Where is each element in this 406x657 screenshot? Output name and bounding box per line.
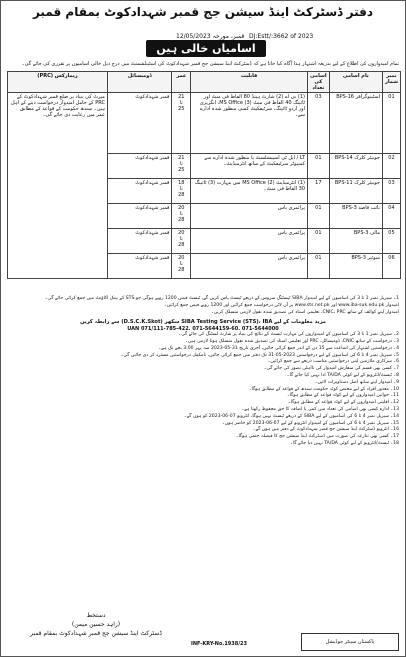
header-post: نام اسامی bbox=[329, 72, 382, 93]
signature-label: دستخط bbox=[86, 612, 106, 619]
signatory-designation: ڈسٹرکٹ اینڈ سیشن جج قمبر شہدادکوٹ بمقام قمبر bbox=[30, 630, 162, 637]
note-item: 14۔ سیریل نمبر 4 تا 6 کی اسامیوں کے لیے SIBA کے ذریعے ٹیسٹ نہیں ہوگا، انٹرویو 07-06-2023 کو ہوں گے۔ bbox=[183, 413, 399, 419]
cell-qualification: LT / ایل ٹی اسپیشلسٹ یا منظور شدہ ادارے سے کمپیوٹر سرٹیفکیٹ کے ساتھ انٹرمیڈیٹ۔ bbox=[191, 154, 308, 179]
cell-post: جونیئر کلرک BPS-14 bbox=[329, 154, 382, 179]
cell-domicile: قمبر شہدادکوٹ bbox=[107, 254, 171, 279]
vacancies-banner: اسامیاں خالی ہیں bbox=[146, 40, 266, 57]
note-item: 18۔ ٹیسٹ/انٹرویو کے لیے کوئی TA/DA نہیں دیا جائے گا۔ bbox=[290, 440, 399, 446]
note-item: 3۔ درخواست کے ساتھ CNIC، ڈومیسائل، PRC اور تعلیمی اسناد کی تصدیق شدہ نقول منسلک ہونا لازمی ہیں۔ bbox=[185, 339, 399, 344]
age-max: 28 bbox=[178, 267, 185, 273]
note-item: 16۔ انٹرویو ڈسٹرکٹ اینڈ سیشن جج قمبر شہدادکوٹ کے دفتر میں ہوں گے۔ bbox=[252, 427, 399, 433]
note-item: 12۔ اقلیتی امیدواروں کے لیے کوٹہ قواعد کے مطابق ہوگا۔ bbox=[288, 400, 399, 406]
cell-qualification: پرائمری پاس bbox=[191, 204, 308, 229]
cell-post: مالی BPS-3 bbox=[329, 229, 382, 254]
contact-heading: مزید معلومات کے لیے SIBA Testing Service (STS)، IBA سکھر (D.S.C.K.Skot) سے رابطہ کریں bbox=[79, 318, 327, 325]
cell-count: 01 bbox=[308, 254, 330, 279]
note-item: 5۔ سیریل نمبر 4 تا 6 کی اسامیوں کے لیے درخواستیں 2023-05-31 تک دفتر میں جمع کرائی جائیں، نامکمل درخواستیں مسترد کر دی جائیں گی۔ bbox=[120, 352, 399, 358]
age-min: 21 bbox=[178, 155, 185, 161]
contact-numbers: UAN 071/111-785-422. 071-5644159-60. 071-5644000 bbox=[127, 326, 279, 332]
cell-qualification: پرائمری پاس bbox=[191, 254, 308, 279]
cell-post: اسٹینوگرافر BPS-16 bbox=[329, 93, 382, 154]
cell-serial: 01 bbox=[382, 93, 400, 154]
age-max: 25 bbox=[178, 167, 185, 173]
age-max: 25 bbox=[178, 106, 185, 112]
cell-age bbox=[172, 154, 191, 179]
header-serial: نمبر شمار bbox=[382, 72, 400, 93]
note-item: 11۔ خواتین امیدواروں کے لیے کوٹہ قواعد کے مطابق ہوگا۔ bbox=[286, 393, 399, 399]
note-item: 2۔ سیریل نمبر 1 تا 3 کی اسامیوں کے امیدواروں کی مہارت ٹیسٹ کے نتائج کی بنیاد پر شارٹ لسٹنگ کی جائے گی۔ bbox=[178, 332, 399, 338]
note-item: امیدوار اپنے کوائف کے ساتھ CNIC، PRC، تعلیمی اسناد کی تصدیق شدہ نقول لازمی منسلک کریں۔ bbox=[211, 309, 399, 315]
note-item: 13۔ ادارہ کسی بھی اسامی کی تعداد میں کمی یا اضافہ کا حق محفوظ رکھتا ہے۔ bbox=[241, 406, 399, 412]
header-qualification: قابلیت bbox=[191, 72, 308, 93]
age-min: 18 bbox=[178, 180, 185, 186]
age-max: 28 bbox=[178, 217, 185, 223]
cell-count: 01 bbox=[308, 229, 330, 254]
vacancies-table bbox=[7, 71, 401, 279]
cell-qualification: پرائمری پاس bbox=[191, 229, 308, 254]
cell-serial: 04 bbox=[382, 204, 400, 229]
cell-age bbox=[172, 254, 191, 279]
office-title: دفتر ڈسٹرکٹ اینڈ سیشن جج قمبر شہدادکوٹ بمقام قمبر bbox=[32, 5, 374, 19]
stamp-box: پاکستان سینٹر جوڈیشل bbox=[301, 633, 399, 651]
cell-serial: 06 bbox=[382, 254, 400, 279]
age-to: تا bbox=[179, 261, 183, 267]
notes-section bbox=[7, 296, 399, 448]
age-min: 20 bbox=[178, 230, 185, 236]
cell-serial: 02 bbox=[382, 154, 400, 179]
age-max: 28 bbox=[178, 242, 185, 248]
reference-date: قمبر، مورخہ 12/05/2023 bbox=[176, 33, 245, 40]
header-remarks: ریمارکس (PRC) bbox=[8, 72, 108, 93]
age-min: 20 bbox=[178, 205, 185, 211]
cell-count: 03 bbox=[308, 93, 330, 154]
cell-domicile: قمبر شہدادکوٹ bbox=[107, 154, 171, 179]
cell-serial: 05 bbox=[382, 229, 400, 254]
inf-number: INF-KRY-No.1938/23 bbox=[191, 641, 248, 647]
cell-age bbox=[172, 179, 191, 204]
signature-block bbox=[11, 611, 181, 638]
cell-age bbox=[172, 93, 191, 154]
note-item: 1۔ سیریل نمبر 1 تا 3 کی اسامیوں کے لیے امیدوار SIBA ٹیسٹنگ سروس کے ذریعے ٹیسٹ پاس کریں گے، ٹیسٹ فیس 1200 روپے ہوگی جو STS کے بینک اکاؤنٹ میں جمع کرائی جائے گی۔ bbox=[44, 296, 399, 301]
age-to: تا bbox=[179, 100, 183, 106]
age-to: تا bbox=[179, 186, 183, 192]
cell-post: سوئپر BPS-3 bbox=[329, 254, 382, 279]
cell-count: 01 bbox=[308, 204, 330, 229]
cell-domicile: قمبر شہدادکوٹ bbox=[107, 179, 171, 204]
note-item: 10۔ معذور افراد کے لیے مختص کوٹہ حکومت سندھ کے قواعد کے مطابق ہوگا۔ bbox=[248, 386, 399, 392]
cell-remarks: میرٹ کی بنیاد پر ضلع قمبر شہدادکوٹ کے PRC کے حامل امیدوار درخواست دینے کے اہل ہیں۔ سندھ حکومت کے قواعد کے مطابق عمر میں رعایت دی جائے گی۔ bbox=[8, 93, 108, 279]
note-item: 8۔ ٹیسٹ/انٹرویو کے لیے کوئی TA/DA ادا نہیں کیا جائے گا۔ bbox=[286, 372, 399, 378]
note-item: امیدوار www.iba-suk.edu.pk اور www.sts.net.pk پر آن لائن درخواست جمع کرائیں اور 1200 روپے فیس جمع کرائیں۔ bbox=[163, 302, 399, 308]
reference-number: DJ:Estt/:3662 of 2023 bbox=[249, 33, 314, 40]
header-count: اسامی کی تعداد bbox=[308, 72, 330, 93]
cell-age bbox=[172, 204, 191, 229]
note-item: 15۔ سیریل نمبر 4 تا 6 کی اسامیوں کے امیدوار انٹرویو کے لیے 07-06-2023 کو حاضر ہوں۔ bbox=[222, 420, 399, 426]
cell-serial: 03 bbox=[382, 179, 400, 204]
cell-qualification: (1) انٹرمیڈیٹ (2) MS Office میں مہارت (3) ٹائپنگ 30 الفاظ فی منٹ۔ bbox=[191, 179, 308, 204]
cell-post: نائب قاصد BPS-3 bbox=[329, 204, 382, 229]
signatory-name: (زاہد حسین میمن) bbox=[71, 621, 121, 628]
header-domicile: ڈومیسائل bbox=[107, 72, 171, 93]
cell-count: 01 bbox=[308, 154, 330, 179]
age-min: 20 bbox=[178, 255, 185, 261]
intro-text: تمام امیدواروں کی اطلاع کے لیے بذریعہ اشتہار ہذا آگاہ کیا جاتا ہے کہ ڈسٹرکٹ اینڈ سیشن جج قمبر شہدادکوٹ کی اسٹیبلشمنٹ میں درج ذیل خالی اسامیوں پر تقرری کی جائے گی۔ bbox=[21, 61, 399, 67]
note-item: 6۔ سرکاری ملازمین اپنی درخواستیں مناسب ذریعے سے جمع کرائیں۔ bbox=[267, 359, 399, 365]
age-min: 21 bbox=[178, 94, 185, 100]
age-to: تا bbox=[179, 211, 183, 217]
note-item: 17۔ کسی بھی تنازعہ کی صورت میں ڈسٹرکٹ اینڈ سیشن جج کا فیصلہ حتمی ہوگا۔ bbox=[235, 434, 399, 440]
note-item: 7۔ کسی بھی قسم کی سفارش امیدوار کی نااہلی تصور کی جائے گی۔ bbox=[263, 366, 399, 372]
cell-domicile: قمبر شہدادکوٹ bbox=[107, 229, 171, 254]
header-age: عمر bbox=[172, 72, 191, 93]
cell-post: جونیئر کلرک BPS-11 bbox=[329, 179, 382, 204]
cell-count: 17 bbox=[308, 179, 330, 204]
cell-domicile: قمبر شہدادکوٹ bbox=[107, 204, 171, 229]
note-item: 4۔ درخواستیں اشتہار کی اشاعت سے 15 دن کے اندر جمع کرائی جائیں، آخری تاریخ 31-05-2023 سہ پہر 3:00 بجے تک ہے۔ bbox=[158, 345, 399, 351]
age-max: 28 bbox=[178, 192, 185, 198]
cell-domicile: قمبر شہدادکوٹ bbox=[107, 93, 171, 154]
age-to: تا bbox=[179, 161, 183, 167]
note-item: 9۔ امیدوار اپنے ساتھ اصل دستاویزات لائیں۔ bbox=[314, 379, 399, 385]
cell-age bbox=[172, 229, 191, 254]
table-row bbox=[8, 93, 401, 154]
cell-qualification: (1) بی اے (2) شارٹ ہینڈ 80 الفاظ فی منٹ اور ٹائپنگ 40 الفاظ فی منٹ (3) MS Office، انگریزی اور اردو ٹائپنگ، سرٹیفکیٹ کسی منظور شدہ ادارے سے۔ bbox=[191, 93, 308, 154]
age-to: تا bbox=[179, 236, 183, 242]
table-header-row bbox=[8, 72, 401, 93]
